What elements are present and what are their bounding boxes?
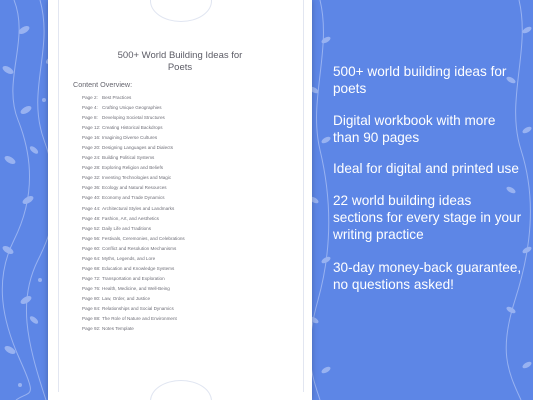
toc-entry	[82, 224, 292, 234]
toc-page-number: Page 48:	[82, 215, 101, 221]
toc-page-number: Page 56:	[82, 235, 101, 241]
toc-entry	[82, 204, 292, 214]
document-title-line-2: Poets	[167, 62, 193, 73]
toc-page-number: Page 2:	[82, 95, 98, 100]
toc-page-number: Page 84:	[82, 305, 101, 311]
toc-section-label: Education and Knowledge Systems	[102, 265, 175, 271]
toc-entry	[82, 284, 292, 294]
toc-section-label: Building Political Systems	[102, 155, 155, 161]
toc-entry	[82, 153, 292, 163]
toc-section-label: Conflict and Resolution Mechanisms	[102, 245, 177, 251]
toc-section-label: Inventing Technologies and Magic	[102, 175, 172, 181]
toc-page-number: Page 44:	[82, 205, 101, 211]
toc-section-label: Law, Order, and Justice	[102, 295, 151, 301]
toc-section-label: Architectural Styles and Landmarks	[102, 205, 175, 211]
toc-page-number: Page 80:	[82, 295, 101, 301]
toc-section-label: Fashion, Art, and Aesthetics	[102, 215, 159, 221]
toc-entry	[82, 314, 292, 324]
toc-section-label: Crafting Unique Geographies	[102, 105, 162, 111]
toc-page-number: Page 76:	[82, 285, 101, 291]
feature-item: 22 world building ideas sections for every stage in your writing practice	[333, 193, 522, 242]
document-title-line-1: 500+ World Building Ideas for	[117, 50, 243, 61]
document-page-preview	[48, 0, 312, 400]
toc-section-label: Designing Languages and Dialects	[102, 145, 173, 151]
toc-page-number: Page 32:	[82, 175, 101, 181]
document-title	[58, 50, 302, 74]
toc-entry	[82, 264, 292, 274]
toc-entry	[82, 163, 292, 173]
toc-page-number: Page 12:	[82, 125, 101, 131]
toc-section-label: Health, Medicine, and Well-Being	[102, 285, 170, 291]
toc-section-label: Economy and Trade Dynamics	[102, 195, 165, 201]
toc-page-number: Page 64:	[82, 255, 101, 261]
toc-entry	[82, 123, 292, 133]
toc-page-number: Page 28:	[82, 165, 101, 171]
toc-page-number: Page 36:	[82, 185, 101, 191]
toc-entry	[82, 103, 292, 113]
toc-section-label: Creating Historical Backdrops	[102, 125, 163, 131]
toc-section-label: Festivals, Ceremonies, and Celebrations	[102, 235, 185, 241]
feature-item: Digital workbook with more than 90 pages	[333, 113, 496, 145]
toc-section-label: Daily Life and Traditions	[102, 225, 152, 231]
toc-entry	[82, 214, 292, 224]
feature-list	[333, 63, 523, 308]
toc-page-number: Page 8:	[82, 115, 98, 121]
toc-entry	[82, 173, 292, 183]
toc-section-label: Notes Template	[102, 326, 134, 332]
feature-item: 500+ world building ideas for poets	[333, 64, 507, 96]
toc-entry	[82, 93, 292, 103]
toc-section-label: Ecology and Natural Resources	[102, 185, 167, 191]
toc-section-label: Best Practices	[102, 95, 132, 100]
toc-entry	[82, 294, 292, 304]
toc-section-label: Exploring Religion and Beliefs	[102, 165, 164, 171]
toc-entry	[82, 254, 292, 264]
table-of-contents	[82, 93, 292, 334]
toc-section-label: Imagining Diverse Cultures	[102, 135, 158, 141]
feature-item: Ideal for digital and printed use	[333, 161, 519, 176]
feature-item: 30-day money-back guarantee, no questions asked!	[333, 260, 522, 292]
toc-entry	[82, 133, 292, 143]
toc-entry	[82, 244, 292, 254]
toc-section-label: Transportation and Exploration	[102, 275, 165, 281]
toc-page-number: Page 60:	[82, 245, 101, 251]
toc-entry	[82, 304, 292, 314]
toc-section-label: Relationships and Social Dynamics	[102, 305, 174, 311]
toc-page-number: Page 4:	[82, 105, 98, 111]
toc-page-number: Page 92:	[82, 326, 101, 332]
toc-section-label: Myths, Legends, and Lore	[102, 255, 156, 261]
toc-entry	[82, 274, 292, 284]
toc-entry	[82, 324, 292, 334]
toc-heading: Content Overview:	[73, 80, 133, 89]
toc-entry	[82, 113, 292, 123]
toc-page-number: Page 72:	[82, 275, 101, 281]
toc-page-number: Page 88:	[82, 316, 101, 322]
toc-entry	[82, 193, 292, 203]
toc-entry	[82, 183, 292, 193]
toc-page-number: Page 16:	[82, 135, 101, 141]
toc-page-number: Page 20:	[82, 145, 101, 151]
toc-section-label: The Role of Nature and Environment	[102, 316, 177, 322]
toc-page-number: Page 24:	[82, 155, 101, 161]
toc-section-label: Developing Societal Structures	[102, 115, 165, 121]
toc-page-number: Page 52:	[82, 225, 101, 231]
toc-entry	[82, 234, 292, 244]
toc-page-number: Page 40:	[82, 195, 101, 201]
toc-entry	[82, 143, 292, 153]
toc-page-number: Page 68:	[82, 265, 101, 271]
